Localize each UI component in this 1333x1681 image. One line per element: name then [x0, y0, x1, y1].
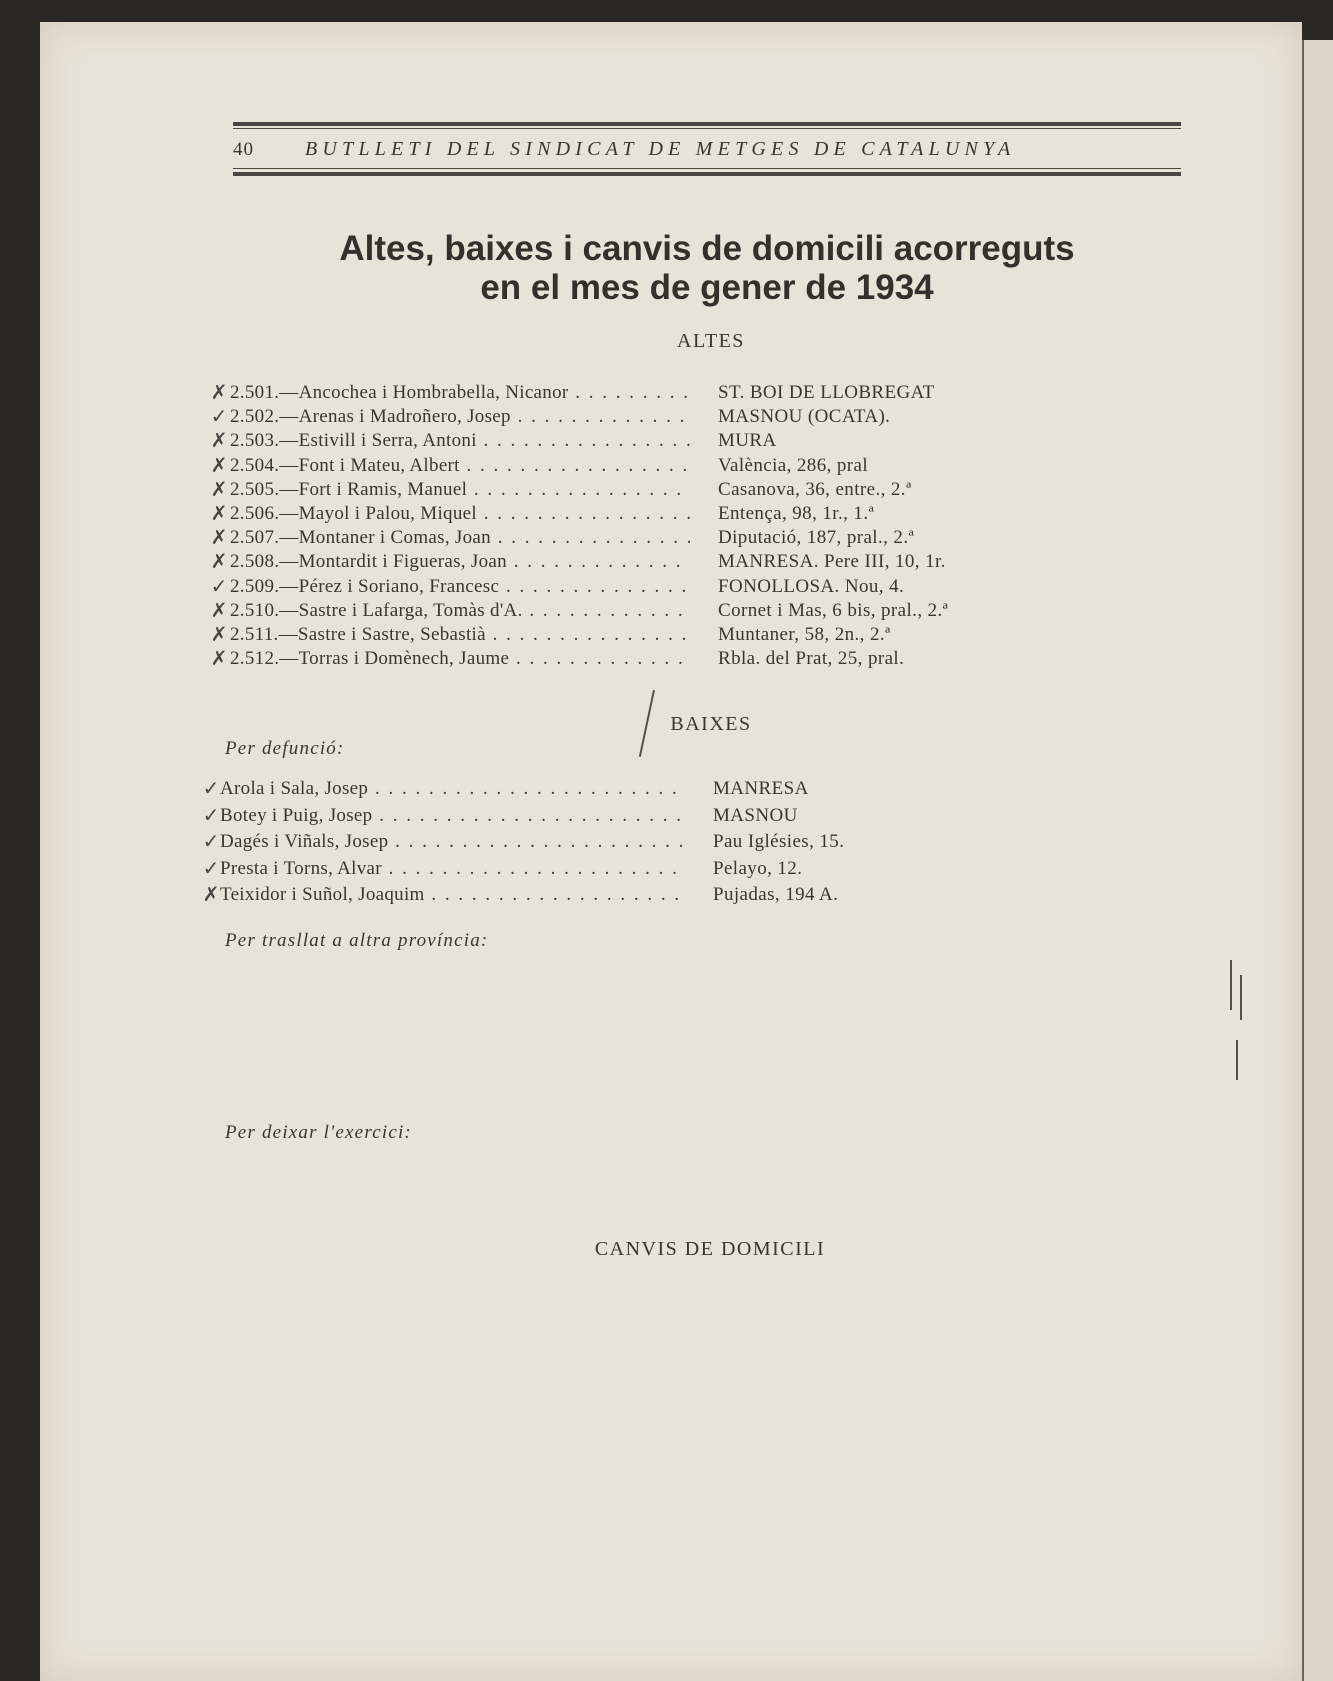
list-entry — [0, 452, 1333, 480]
list-entry — [0, 551, 1333, 576]
header-rule-top — [233, 122, 1181, 126]
header-rule-bottom — [233, 172, 1181, 176]
check-mark-icon: ✗ — [210, 597, 228, 622]
entry-address: Diputació, 187, pral., 2.ª — [718, 527, 915, 549]
entry-name: Teixidor i Suñol, Joaquim . . . — [220, 884, 686, 906]
list-entry — [0, 802, 1333, 830]
entry-name: 2.512.—Torras i Domènech, Jaume . . . — [230, 648, 690, 670]
check-mark-icon: ✗ — [210, 452, 228, 477]
check-mark-icon: ✗ — [210, 501, 228, 525]
pencil-mark — [1230, 960, 1232, 1010]
list-entry — [0, 884, 1333, 909]
entry-name: 2.506.—Mayol i Palou, Miquel . . . — [230, 503, 690, 525]
entry-name: 2.511.—Sastre i Sastre, Sebastià . . . — [230, 624, 690, 646]
entry-address: Muntaner, 58, 2n., 2.ª — [718, 624, 891, 645]
list-entry — [0, 406, 1333, 431]
list-entry — [0, 778, 1333, 803]
entry-name: 2.505.—Fort i Ramis, Manuel . . . — [230, 479, 690, 501]
section-baixes: BAIXES — [670, 713, 752, 735]
check-mark-icon: ✗ — [210, 549, 228, 574]
list-entry — [0, 527, 1333, 552]
check-mark-icon: ✓ — [210, 573, 228, 598]
entry-address: Casanova, 36, entre., 2.ª — [718, 478, 912, 500]
check-mark-icon: ✗ — [210, 646, 228, 671]
list-entry — [0, 855, 1333, 883]
entry-name: 2.510.—Sastre i Lafarga, Tomàs d'A. . . . — [230, 600, 690, 622]
entry-name: Botey i Puig, Josep . . . — [220, 805, 686, 827]
check-mark-icon: ✗ — [210, 428, 228, 453]
entry-name: 2.504.—Font i Mateu, Albert . . . — [230, 455, 690, 477]
entry-name: 2.501.—Ancochea i Hombrabella, Nicanor . . . — [230, 382, 690, 404]
entry-name: 2.509.—Pérez i Soriano, Francesc . . . — [230, 576, 690, 598]
entry-name: 2.507.—Montaner i Comas, Joan . . . — [230, 527, 690, 549]
entry-address: Entença, 98, 1r., 1.ª — [718, 503, 875, 524]
entry-address: Pau Iglésies, 15. — [713, 831, 845, 852]
entry-name: Presta i Torns, Alvar . . . — [220, 858, 686, 880]
header-rule-bottom-thin — [233, 168, 1181, 169]
entry-address: MURA — [718, 430, 777, 452]
subhead-deixar: Per deixar l'exercici: — [225, 1122, 412, 1143]
section-altes: ALTES — [677, 330, 745, 352]
check-mark-icon: ✓ — [202, 855, 220, 880]
entry-name: 2.502.—Arenas i Madroñero, Josep . . . — [230, 406, 690, 428]
entry-address: MANRESA. Pere III, 10, 1r. — [718, 551, 946, 573]
entry-address: ST. BOI DE LLOBREGAT — [718, 382, 935, 403]
subhead-trasllat: Per trasllat a altra província: — [225, 930, 489, 951]
check-mark-icon: ✗ — [210, 525, 228, 550]
entry-name: 2.508.—Montardit i Figueras, Joan . . . — [230, 551, 690, 573]
list-entry — [0, 648, 1333, 673]
check-mark-icon: ✓ — [202, 776, 220, 800]
check-mark-icon: ✗ — [202, 882, 220, 906]
entry-address: Rbla. del Prat, 25, pral. — [718, 648, 905, 670]
page-header — [233, 122, 1181, 178]
entry-address: MASNOU (OCATA). — [718, 406, 891, 428]
entry-address: Cornet i Mas, 6 bis, pral., 2.ª — [718, 599, 949, 621]
header-rule-top-thin — [233, 128, 1181, 129]
pencil-mark — [1236, 1040, 1238, 1080]
check-mark-icon: ✓ — [202, 829, 220, 853]
entry-address: MASNOU — [713, 804, 798, 826]
list-entry — [0, 476, 1333, 504]
entry-address: València, 286, pral — [718, 454, 869, 476]
entry-name: Dagés i Viñals, Josep . . . — [220, 831, 686, 853]
list-entry — [0, 831, 1333, 856]
list-entry — [0, 503, 1333, 528]
check-mark-icon: ✓ — [210, 404, 228, 429]
entry-address: FONOLLOSA. Nou, 4. — [718, 575, 905, 597]
list-entry — [0, 597, 1333, 625]
entry-name: Arola i Sala, Josep . . . — [220, 778, 686, 800]
entry-address: Pujadas, 194 A. — [713, 884, 839, 905]
title-line-1: Altes, baixes i canvis de domicili acorreguts — [339, 229, 1075, 268]
entry-address: MANRESA — [713, 778, 809, 799]
subhead-defuncio: Per defunció: — [225, 738, 345, 759]
title-line-2: en el mes de gener de 1934 — [480, 268, 934, 307]
check-mark-icon: ✗ — [210, 622, 228, 646]
page-number: 40 — [233, 139, 254, 160]
check-mark-icon: ✗ — [210, 476, 228, 501]
entry-name: 2.503.—Estivill i Serra, Antoni . . . — [230, 430, 690, 452]
entry-address: Pelayo, 12. — [713, 857, 803, 879]
check-mark-icon: ✗ — [210, 380, 228, 404]
list-entry — [0, 573, 1333, 601]
list-entry — [0, 624, 1333, 649]
list-entry — [0, 382, 1333, 407]
list-entry — [0, 430, 1333, 455]
journal-title: BUTLLETI DEL SINDICAT DE METGES DE CATALUNYA — [305, 138, 1016, 160]
page-title — [233, 229, 1181, 307]
check-mark-icon: ✓ — [202, 802, 220, 827]
section-canvis: CANVIS DE DOMICILI — [594, 1238, 826, 1260]
pencil-mark — [1240, 975, 1242, 1020]
